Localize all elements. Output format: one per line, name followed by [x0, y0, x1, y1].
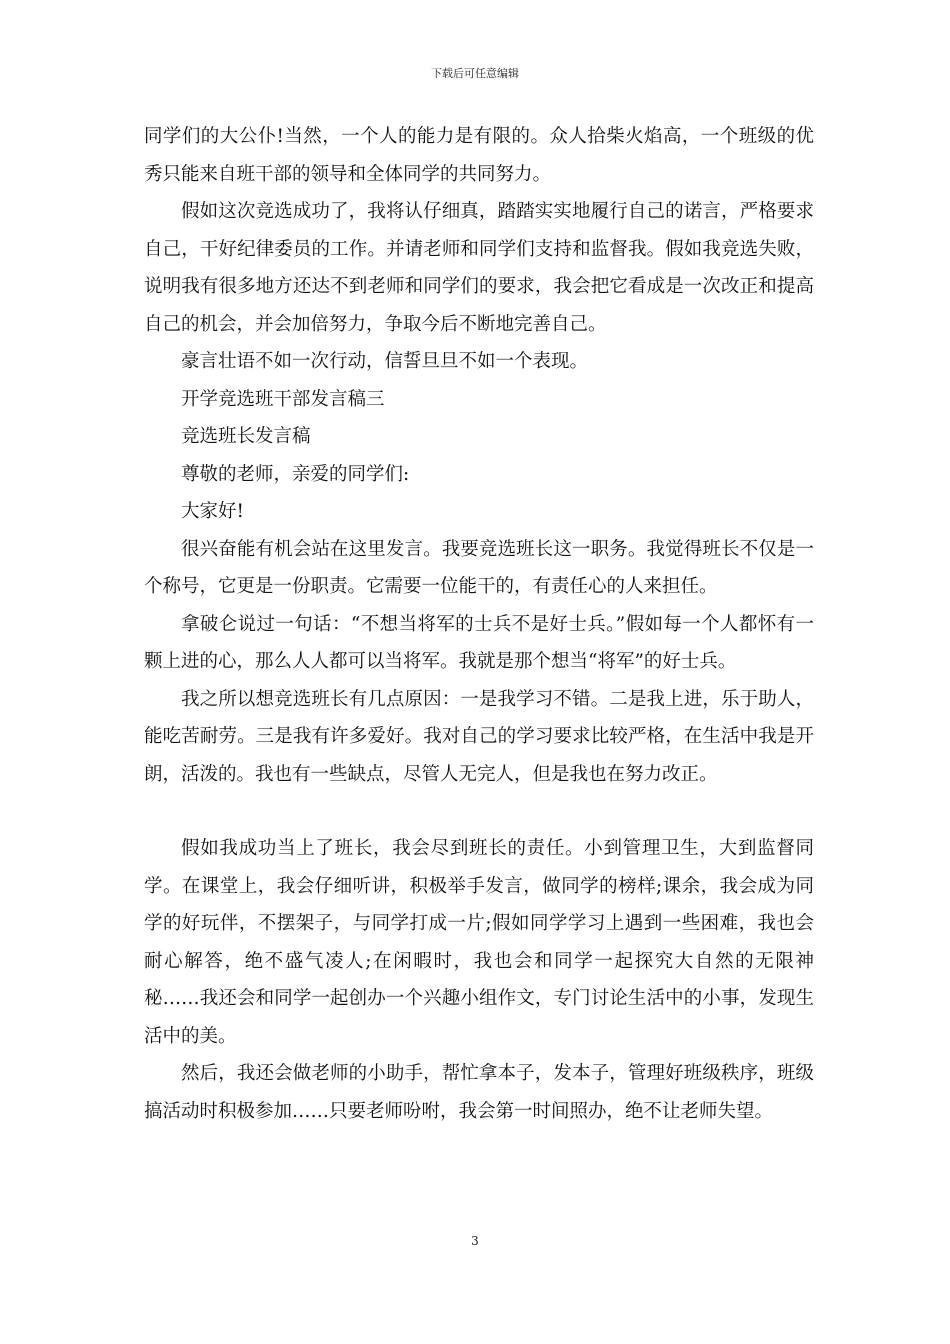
paragraph: 然后，我还会做老师的小助手，帮忙拿本子，发本子，管理好班级秩序，班级搞活动时积极参加……只要老师吩咐，我会第一时间照办，绝不让老师失望。 — [144, 1063, 814, 1122]
speech-title: 竞选班长发言稿 — [181, 426, 311, 447]
paragraph: 豪言壮语不如一次行动，信誓旦旦不如一个表现。 — [181, 351, 589, 372]
paragraph: 拿破仑说过一句话：“不想当将军的士兵不是好士兵。”假如每一个人都怀有一颗上进的心，那么人人都可以当将军。我就是那个想当“将军”的好士兵。 — [144, 613, 814, 672]
page-header: 下载后可任意编辑 — [431, 67, 519, 80]
paragraph-continuation: 同学们的大公仆!当然，一个人的能力是有限的。众人拾柴火焰高，一个班级的优秀只能来自班干部的领导和全体同学的共同努力。 — [144, 126, 815, 185]
paragraph: 我之所以想竞选班长有几点原因：一是我学习不错。二是我上进，乐于助人，能吃苦耐劳。三是我有许多爱好。我对自己的学习要求比较严格，在生活中我是开朗，活泼的。我也有一些缺点，尽管人无完人，但是我也在努力改正。 — [144, 688, 814, 785]
salutation: 尊敬的老师，亲爱的同学们: — [181, 463, 410, 485]
document-body — [144, 118, 814, 1130]
paragraph: 假如这次竞选成功了，我将认仔细真，踏踏实实地履行自己的诺言，严格要求自己，干好纪律委员的工作。并请老师和同学们支持和监督我。假如我竞选失败，说明我有很多地方还达不到老师和同学们的要求，我会把它看成是一次改正和提高自己的机会，并会加倍努力，争取今后不断地完善自己。 — [144, 201, 814, 335]
section-title: 开学竞选班干部发言稿三 — [181, 388, 385, 410]
page-number: 3 — [471, 1234, 479, 1248]
paragraph: 假如我成功当上了班长，我会尽到班长的责任。小到管理卫生，大到监督同学。在课堂上，我会仔细听讲，积极举手发言，做同学的榜样;课余，我会成为同学的好玩伴，不摆架子，与同学打成一片;假如同学学习上遇到一些困难，我也会耐心解答，绝不盛气凌人;在闲暇时，我也会和同学一起探究大自然的无限神秘……我还会和同学一起创办一个兴趣小组作文，专门讨论生活中的小事，发现生活中的美。 — [144, 838, 814, 1047]
greeting: 大家好! — [181, 501, 244, 522]
paragraph: 很兴奋能有机会站在这里发言。我要竞选班长这一职务。我觉得班长不仅是一个称号，它更是一份职责。它需要一位能干的，有责任心的人来担任。 — [144, 538, 814, 597]
